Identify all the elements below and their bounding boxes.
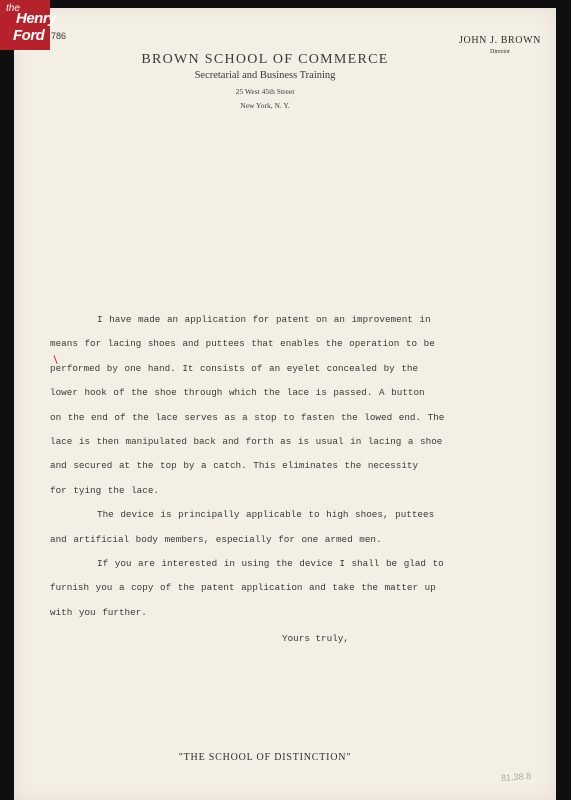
document-number: 786 bbox=[51, 31, 67, 41]
letter-line: furnish you a copy of the patent application and take the matter up bbox=[50, 582, 436, 594]
school-name: BROWN SCHOOL OF COMMERCE bbox=[141, 52, 389, 67]
director-name: JOHN J. BROWN bbox=[459, 35, 541, 46]
logo-text-ford: Ford bbox=[13, 27, 45, 44]
director-block bbox=[459, 35, 541, 55]
letter-line: and artificial body members, especially for one armed men. bbox=[50, 533, 382, 545]
letter-closing: Yours truly, bbox=[282, 633, 349, 644]
logo-text-the: the bbox=[6, 3, 20, 14]
letter-line: The device is principally applicable to high shoes, puttees bbox=[97, 509, 435, 521]
logo-text-henry: Henry bbox=[16, 10, 57, 27]
director-role: Director bbox=[490, 49, 510, 55]
letter-line: for tying the lace. bbox=[50, 484, 160, 496]
letter-line: with you further. bbox=[50, 606, 147, 618]
school-motto: "THE SCHOOL OF DISTINCTION" bbox=[178, 752, 352, 763]
letter-line: lace is then manipulated back and forth as is usual in lacing a shoe bbox=[50, 435, 443, 447]
letter-line: lower hook of the shoe through which the lace is passed. A button bbox=[50, 387, 425, 399]
letter-line: means for lacing shoes and puttees that enables the operation to be bbox=[50, 338, 435, 350]
letter-line: If you are interested in using the device I shall be glad to bbox=[97, 557, 444, 569]
letter-body bbox=[50, 308, 470, 625]
address-city: New York, N. Y. bbox=[240, 101, 290, 110]
address-street: 25 West 45th Street bbox=[235, 87, 295, 96]
letter-line: on the end of the lace serves as a stop to fasten the lowed end. The bbox=[50, 411, 445, 423]
archive-pencil-mark: 81.38.8 bbox=[500, 770, 532, 784]
school-tagline: Secretarial and Business Training bbox=[194, 70, 336, 81]
henry-ford-logo bbox=[0, 0, 57, 50]
letter-line: and secured at the top by a catch. This eliminates the necessity bbox=[50, 460, 419, 472]
letter-line: I have made an application for patent on an improvement in bbox=[97, 314, 431, 325]
letter-line: performed by one hand. It consists of an eyelet concealed by the bbox=[50, 362, 419, 374]
